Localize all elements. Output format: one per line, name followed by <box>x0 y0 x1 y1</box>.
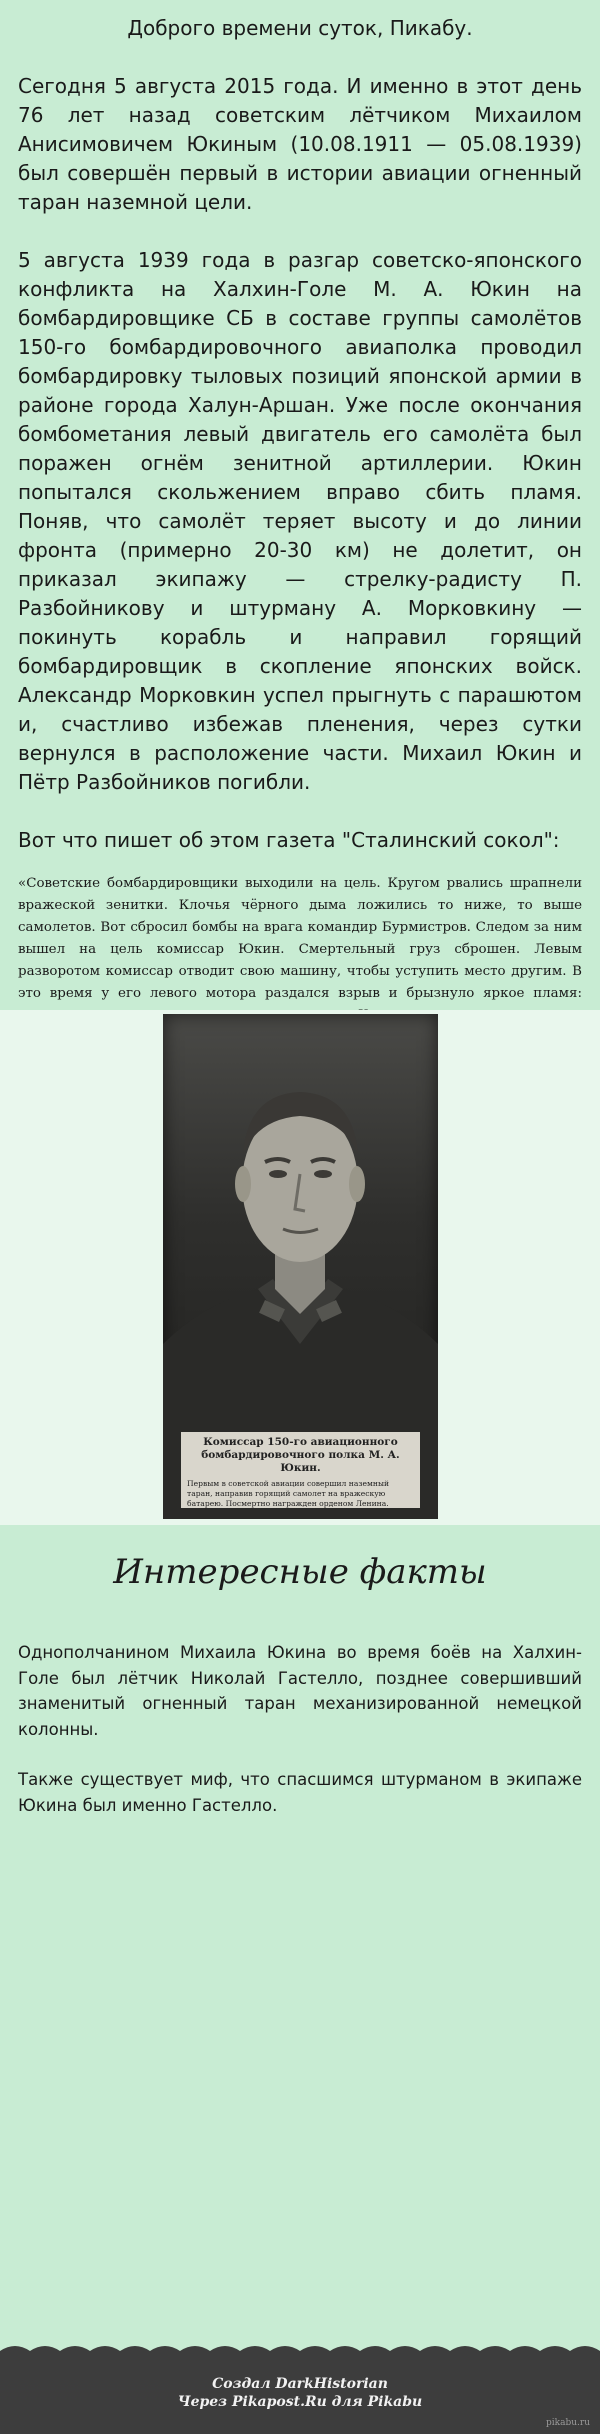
photo-caption-text: Первым в советской авиации совершил наземный таран, направив горящий самолет на вражескую батарею. Посмертно награжден орденом Ленина. <box>187 1479 390 1508</box>
greeting: Доброго времени суток, Пикабу. <box>127 16 473 40</box>
intro-paragraph-2: 5 августа 1939 года в разгар советско-японского конфликта на Халхин-Голе М. А. Юкин на бомбардировщике СБ в составе группы самолётов 150-го бомбардировочного авиаполка проводил бомбардировку тыловых позиций японской армии в районе города Халун-Аршан. Уже после окончания бомбометания левый двигатель его самолёта был поражен огнём зенитной артиллерии. Юкин попытался скольжением вправо сбить пламя. Поняв, что самолёт теряет высоту и до линии фронта (примерно 20-30 км) не долетит, он приказал экипажу — стрелку-радисту П. Разбойникову и штурману А. Морковкину — покинуть корабль и направил горящий бомбардировщик в скопление японских войск. Александр Морковкин успел прыгнуть с парашютом и, счастливо избежав пленения, через сутки вернулся в расположение части. Михаил Юкин и Пётр Разбойников погибли. <box>18 248 582 794</box>
portrait-photo <box>163 1014 438 1519</box>
facts-heading: Интересные факты <box>113 1552 487 1592</box>
photo-caption-title: Комиссар 150-го авиационного бомбардировочного полка М. А. Юкин. <box>201 1436 400 1474</box>
facts-paragraph-2: Также существует миф, что спасшимся штурманом в экипаже Юкина был именно Гастелло. <box>18 1770 582 1815</box>
footer-banner <box>0 2355 600 2434</box>
footer-via: Через Pikapost.Ru для Pikabu <box>177 2394 423 2410</box>
intro-paragraph-1: Сегодня 5 августа 2015 года. И именно в этот день 76 лет назад советским лётчиком Михаилом Анисимовичем Юкиным (10.08.1911 — 05.08.1939) был совершён первый в истории авиации огненный таран наземной цели. <box>18 74 582 214</box>
newspaper-lead-in: Вот что пишет об этом газета "Сталинский сокол": <box>18 828 560 852</box>
facts-paragraph-1: Однополчанином Михаила Юкина во время боёв на Халхин-Голе был лётчик Николай Гастелло, позднее совершивший знаменитый огненный таран механизированной немецкой колонны. <box>18 1643 582 1739</box>
intro-section <box>0 0 600 855</box>
facts-section <box>18 1640 582 1843</box>
footer-author: Создал DarkHistorian <box>212 2376 388 2392</box>
photo-band <box>0 1010 600 1525</box>
photo-caption-plate <box>181 1432 420 1508</box>
footer-wave-edge <box>0 2341 600 2357</box>
pikabu-watermark: pikabu.ru <box>546 2418 590 2428</box>
newspaper-quote: «Советские бомбардировщики выходили на цель. Кругом рвались шрапнели вражеской зенитки. Клочья чёрного дыма ложились то ниже, то выше самолетов. Вот сбросил бомбы на врага командир Бурмистров. Следом за ним вышел на цель комиссар Юкин. Смертельный груз сброшен. Левым разворотом комиссар отводит свою машину, чтобы уступить место другим. В это время у его левого мотора раздался взрыв и брызнуло яркое пламя: <box>18 876 582 1001</box>
